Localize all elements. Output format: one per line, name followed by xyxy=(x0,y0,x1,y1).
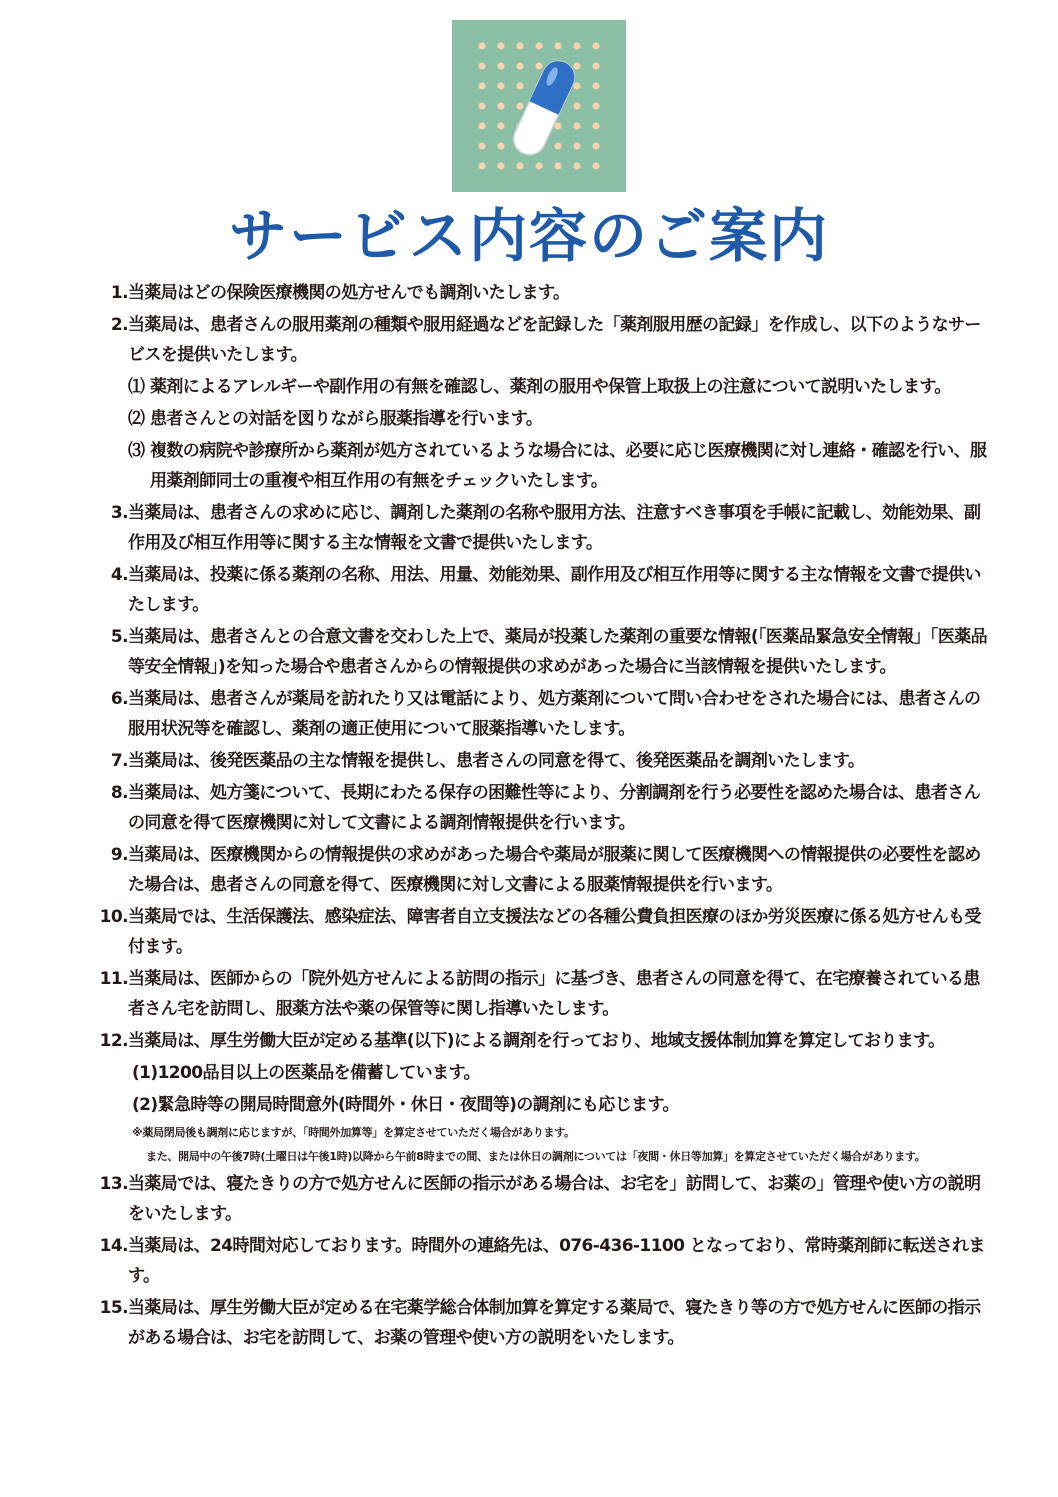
service-list xyxy=(88,278,993,1355)
list-item: 5. 当薬局は、患者さんとの合意文書を交わした上で、薬局が投薬した薬剤の重要な情報(「医薬品緊急安全情報」「医薬品等安全情報」)を知った場合や患者さんからの情報提供の求めがあった場合に当該情報を提供いたします。 xyxy=(110,627,988,677)
sub-item: (1)1200品目以上の医薬品を備蓄しています。 xyxy=(132,1063,480,1083)
logo-dot xyxy=(535,42,542,49)
logo-dot xyxy=(554,142,561,149)
logo-dot xyxy=(516,82,523,89)
sub-item: (2)緊急時等の開局時間意外(時間外・休日・夜間等)の調剤にも応じます。 xyxy=(132,1095,679,1115)
list-item: 3. 当薬局は、患者さんの求めに応じ、調剤した薬剤の名称や服用方法、注意すべき事項を手帳に記載し、効能効果、副作用及び相互作用等に関する主な情報を文書で提供いたします。 xyxy=(110,503,981,553)
logo-dot xyxy=(535,162,542,169)
list-item: 14. 当薬局は、24時間対応しております。時間外の連絡先は、076-436-1100 となっており、常時薬剤師に転送されます。 xyxy=(99,1236,985,1286)
logo-dot xyxy=(592,62,599,69)
logo-dot xyxy=(573,162,580,169)
logo-dot xyxy=(592,162,599,169)
list-item: 10. 当薬局では、生活保護法、感染症法、障害者自立支援法などの各種公費負担医療のほか労災医療に係る処方せんも受付ます。 xyxy=(99,907,981,957)
logo-dot xyxy=(516,102,523,109)
logo-dot xyxy=(592,102,599,109)
logo-dot xyxy=(497,122,504,129)
logo-dot xyxy=(554,42,561,49)
logo-dot xyxy=(516,62,523,69)
logo-dot xyxy=(592,142,599,149)
logo-dot xyxy=(592,42,599,49)
logo-dot xyxy=(478,162,485,169)
logo-dot xyxy=(573,82,580,89)
logo-dot xyxy=(516,42,523,49)
list-item: 6. 当薬局は、患者さんが薬局を訪れたり又は電話により、処方薬剤について問い合わせをされた場合には、患者さんの服用状況等を確認し、薬剤の適正使用について服薬指導いたします。 xyxy=(110,689,981,739)
list-item: 15. 当薬局は、厚生労働大臣が定める在宅薬学総合体制加算を算定する薬局で、寝たきり等の方で処方せんに医師の指示がある場合は、お宅を訪問して、お薬の管理や使い方の説明をいたします。 xyxy=(99,1298,981,1348)
footnote: ※薬局閉局後も調剤に応じますが、「時間外加算等」を算定させていただく場合があります。 xyxy=(132,1126,575,1139)
page-title: サービス内容のご案内 xyxy=(228,202,829,270)
logo-dot xyxy=(478,82,485,89)
logo-dot xyxy=(516,162,523,169)
logo-dot xyxy=(497,42,504,49)
list-item: 8. 当薬局は、処方箋について、長期にわたる保存の困難性等により、分割調剤を行う必要性を認めた場合は、患者さんの同意を得て医療機関に対して文書による調剤情報提供を行います。 xyxy=(110,783,981,833)
list-item: 11. 当薬局は、医師からの「院外処方せんによる訪問の指示」に基づき、患者さんの同意を得て、在宅療養されている患者さん宅を訪問し、服薬方法や薬の保管等に関し指導いたします。 xyxy=(99,969,980,1019)
logo-dot xyxy=(592,82,599,89)
capsule-logo xyxy=(452,20,626,192)
logo-dot xyxy=(573,42,580,49)
logo-dot xyxy=(497,162,504,169)
logo-dot xyxy=(497,82,504,89)
logo-dot xyxy=(573,142,580,149)
logo-dot xyxy=(497,102,504,109)
logo-dot xyxy=(478,142,485,149)
logo-dot xyxy=(478,62,485,69)
logo-dot xyxy=(573,102,580,109)
footnote: また、開局中の午後7時(土曜日は午後1時)以降から午前8時までの間、または休日の調剤については「夜間・休日等加算」を算定させていただく場合があります。 xyxy=(146,1150,926,1163)
list-item: 12. 当薬局は、厚生労働大臣が定める基準(以下)による調剤を行っており、地域支援体制加算を算定しております。 xyxy=(99,1031,945,1051)
sub-item: ⑶ 複数の病院や診療所から薬剤が処方されているような場合には、必要に応じ医療機関に対し連絡・確認を行い、服用薬剤師同士の重複や相互作用の有無をチェックいたします。 xyxy=(128,441,987,491)
logo-dot xyxy=(573,62,580,69)
list-item: 4. 当薬局は、投薬に係る薬剤の名称、用法、用量、効能効果、副作用及び相互作用等に関する主な情報を文書で提供いたします。 xyxy=(110,565,981,615)
list-item: 1. 当薬局はどの保険医療機関の処方せんでも調剤いたします。 xyxy=(110,283,570,303)
list-item: 7. 当薬局は、後発医薬品の主な情報を提供し、患者さんの同意を得て、後発医薬品を調剤いたします。 xyxy=(110,751,865,771)
list-item: 9. 当薬局は、医療機関からの情報提供の求めがあった場合や薬局が服薬に関して医療機関への情報提供の必要性を認めた場合は、患者さんの同意を得て、医療機関に対し文書による服薬情報提供を行います。 xyxy=(110,845,981,895)
list-item: 2. 当薬局は、患者さんの服用薬剤の種類や服用経過などを記録した「薬剤服用歴の記録」を作成し、以下のようなサービスを提供いたします。 xyxy=(110,315,981,365)
logo-dot xyxy=(478,42,485,49)
list-item: 13. 当薬局では、寝たきりの方で処方せんに医師の指示がある場合は、お宅を」訪問して、お薬の」管理や使い方の説明をいたします。 xyxy=(99,1174,981,1224)
logo-dot xyxy=(478,122,485,129)
logo-dot xyxy=(573,122,580,129)
sub-item: ⑴ 薬剤によるアレルギーや副作用の有無を確認し、薬剤の服用や保管上取扱上の注意について説明いたします。 xyxy=(128,377,951,397)
sub-item: ⑵ 患者さんとの対話を図りながら服薬指導を行います。 xyxy=(128,409,543,429)
logo-dot xyxy=(592,122,599,129)
logo-dot xyxy=(554,162,561,169)
logo-dot xyxy=(497,62,504,69)
logo-dot xyxy=(478,102,485,109)
logo-dot xyxy=(535,62,542,69)
logo-dot xyxy=(554,122,561,129)
logo-dot xyxy=(497,142,504,149)
